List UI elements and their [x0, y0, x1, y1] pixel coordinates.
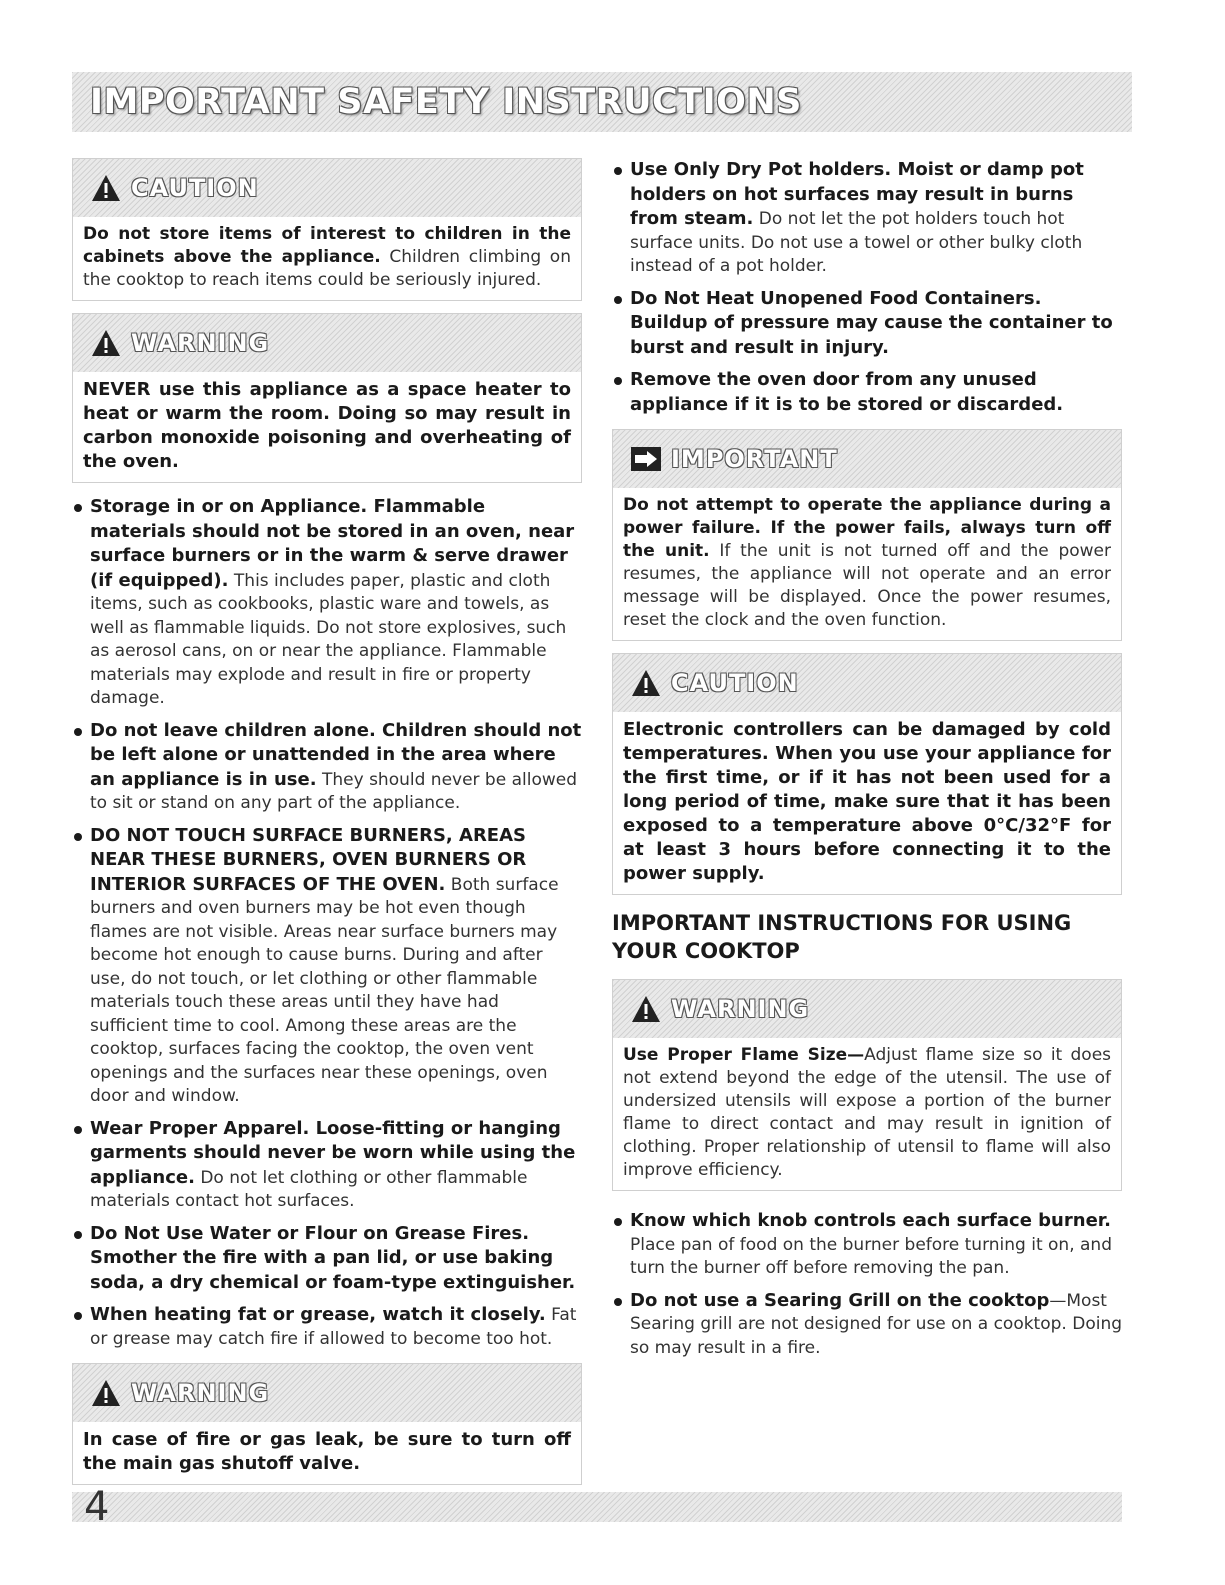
- warning-box: [72, 313, 582, 483]
- list-item: [72, 1222, 582, 1296]
- important-lead: Do not attempt to operate the appliance during a power failure. If the power fails, always turn off the unit.: [623, 495, 1111, 561]
- caution-header: [613, 654, 1121, 712]
- warning-box-flame: [612, 979, 1122, 1191]
- caution-rest: Children climbing on the cooktop to reach items could be seriously injured.: [83, 247, 571, 290]
- caution-box: [72, 158, 582, 301]
- warning-triangle-icon: [91, 174, 121, 202]
- list-item: [72, 495, 582, 711]
- bullet-rest: Fat or grease may catch fire if allowed to become too hot.: [90, 1305, 577, 1349]
- bullet-lead: Use Only Dry Pot holders. Moist or damp pot holders on hot surfaces may result in burns from steam.: [630, 159, 1084, 229]
- bullet-lead: When heating fat or grease, watch it closely.: [90, 1304, 546, 1325]
- right-bullet-list-2: [612, 1209, 1122, 1360]
- page-title: IMPORTANT SAFETY INSTRUCTIONS: [90, 82, 802, 122]
- title-banner: [72, 72, 1132, 132]
- bullet-rest: —Most Searing grill are not designed for use on a cooktop. Doing so may result in a fire.: [630, 1290, 1123, 1358]
- bullet-lead: Wear Proper Apparel. Loose-fitting or hanging garments should never be worn while using the appliance.: [90, 1117, 576, 1188]
- bullet-lead: Do Not Heat Unopened Food Containers. Buildup of pressure may cause the container to burst and result in injury.: [630, 287, 1113, 358]
- warning-label: WARNING: [131, 329, 270, 357]
- warning-header: [613, 980, 1121, 1038]
- bullet-rest: Both surface burners and oven burners may be hot even though flames are not visible. Areas near surface burners may become hot enough to cause burns. During and after use, do not touch, or let clothing or other flammable materials touch these areas until they have had sufficient time to cool. Among these areas are the cooktop, surfaces facing the cooktop, the oven vent openings and the surfaces near these openings, oven door and window.: [90, 874, 559, 1106]
- bullet-lead: Do Not Use Water or Flour on Grease Fires. Smother the fire with a pan lid, or use baking soda, a dry chemical or foam-type extinguisher.: [90, 1222, 576, 1293]
- right-bullet-list: [612, 158, 1122, 417]
- warning-box-gas: [72, 1363, 582, 1485]
- warning-label: WARNING: [131, 1379, 270, 1407]
- important-body: [613, 488, 1121, 640]
- warning-header: [73, 1364, 581, 1422]
- warning-header: [73, 314, 581, 372]
- bullet-rest: Do not let the pot holders touch hot surface units. Do not use a towel or other bulky cloth instead of a pot holder.: [630, 209, 1083, 276]
- important-arrow-icon: [631, 445, 661, 473]
- bullet-lead: Storage in or on Appliance. Flammable materials should not be stored in an oven, near surface burners or in the warm & serve drawer (if equipped).: [90, 496, 575, 591]
- caution-label: CAUTION: [131, 174, 259, 202]
- warning-lead: Use Proper Flame Size—: [623, 1045, 865, 1065]
- warning-triangle-icon: [91, 329, 121, 357]
- section-heading: IMPORTANT INSTRUCTIONS FOR USING YOUR COOKTOP: [612, 911, 1072, 963]
- left-column: [72, 158, 582, 1497]
- caution-label: CAUTION: [671, 669, 799, 697]
- bullet-lead: Remove the oven door from any unused appliance if it is to be stored or discarded.: [630, 369, 1064, 415]
- left-bullet-list: [72, 495, 582, 1351]
- list-item: [72, 719, 582, 816]
- bullet-rest: Do not let clothing or other flammable materials contact hot surfaces.: [90, 1167, 528, 1211]
- warning-triangle-icon: [631, 995, 661, 1023]
- list-item: [612, 1289, 1122, 1361]
- bullet-rest: They should never be allowed to sit or stand on any part of the appliance.: [90, 769, 578, 813]
- bullet-lead: Do not use a Searing Grill on the cooktop: [630, 1289, 1050, 1311]
- list-item: [612, 368, 1122, 417]
- warning-rest: Adjust flame size so it does not extend beyond the edge of the utensil. The use of undersized utensils will expose a portion of the burner flame to direct contact and may result in ignition of clothing. Proper relationship of utensil to flame will also improve efficiency.: [623, 1045, 1112, 1180]
- important-header: [613, 430, 1121, 488]
- warning-triangle-icon: [91, 1379, 121, 1407]
- bullet-rest: This includes paper, plastic and cloth items, such as cookbooks, plastic ware and towels, as well as flammable liquids. Do not store explosives, such as aerosol cans, on or near the appliance. Flammable materials may explode and result in fire or property damage.: [90, 570, 567, 708]
- warning-label: WARNING: [671, 995, 810, 1023]
- list-item: [612, 1209, 1122, 1281]
- important-label: IMPORTANT: [671, 445, 838, 473]
- list-item: [72, 1303, 582, 1351]
- footer-bar: [72, 1484, 1122, 1530]
- caution-body: Electronic controllers can be damaged by cold temperatures. When you use your appliance for the first time, or if it has not been used for a long period of time, make sure that it has been exposed to a temperature above 0°C/32°F for at least 3 hours before connecting it to the power supply.: [613, 712, 1121, 894]
- bullet-lead: Do not leave children alone. Children should not be left alone or unattended in the area where an appliance is in use.: [90, 719, 582, 790]
- bullet-lead: Know which knob controls each surface burner.: [630, 1210, 1111, 1231]
- caution-lead: Do not store items of interest to children in the cabinets above the appliance.: [83, 224, 571, 267]
- warning-triangle-icon: [631, 669, 661, 697]
- important-box: [612, 429, 1122, 641]
- warning-body: NEVER use this appliance as a space heater to heat or warm the room. Doing so may result in carbon monoxide poisoning and overheating of the oven.: [73, 372, 581, 482]
- list-item: [72, 824, 582, 1109]
- caution-box-cold: [612, 653, 1122, 895]
- warning-body: [613, 1038, 1121, 1190]
- caution-body: [73, 217, 581, 300]
- right-column: [612, 158, 1122, 1372]
- list-item: [612, 287, 1122, 361]
- bullet-rest: Place pan of food on the burner before turning it on, and turn the burner off before removing the pan.: [630, 1234, 1112, 1278]
- caution-header: [73, 159, 581, 217]
- list-item: [72, 1117, 582, 1214]
- list-item: [612, 158, 1122, 279]
- warning-body: In case of fire or gas leak, be sure to turn off the main gas shutoff valve.: [73, 1422, 581, 1484]
- important-rest: If the unit is not turned off and the power resumes, the appliance will not operate and an error message will be displayed. Once the power resumes, reset the clock and the oven function.: [623, 541, 1111, 630]
- bullet-lead: DO NOT TOUCH SURFACE BURNERS, AREAS NEAR THESE BURNERS, OVEN BURNERS OR INTERIOR SURFACES OF THE OVEN.: [90, 824, 527, 895]
- page-number: 4: [84, 1484, 110, 1530]
